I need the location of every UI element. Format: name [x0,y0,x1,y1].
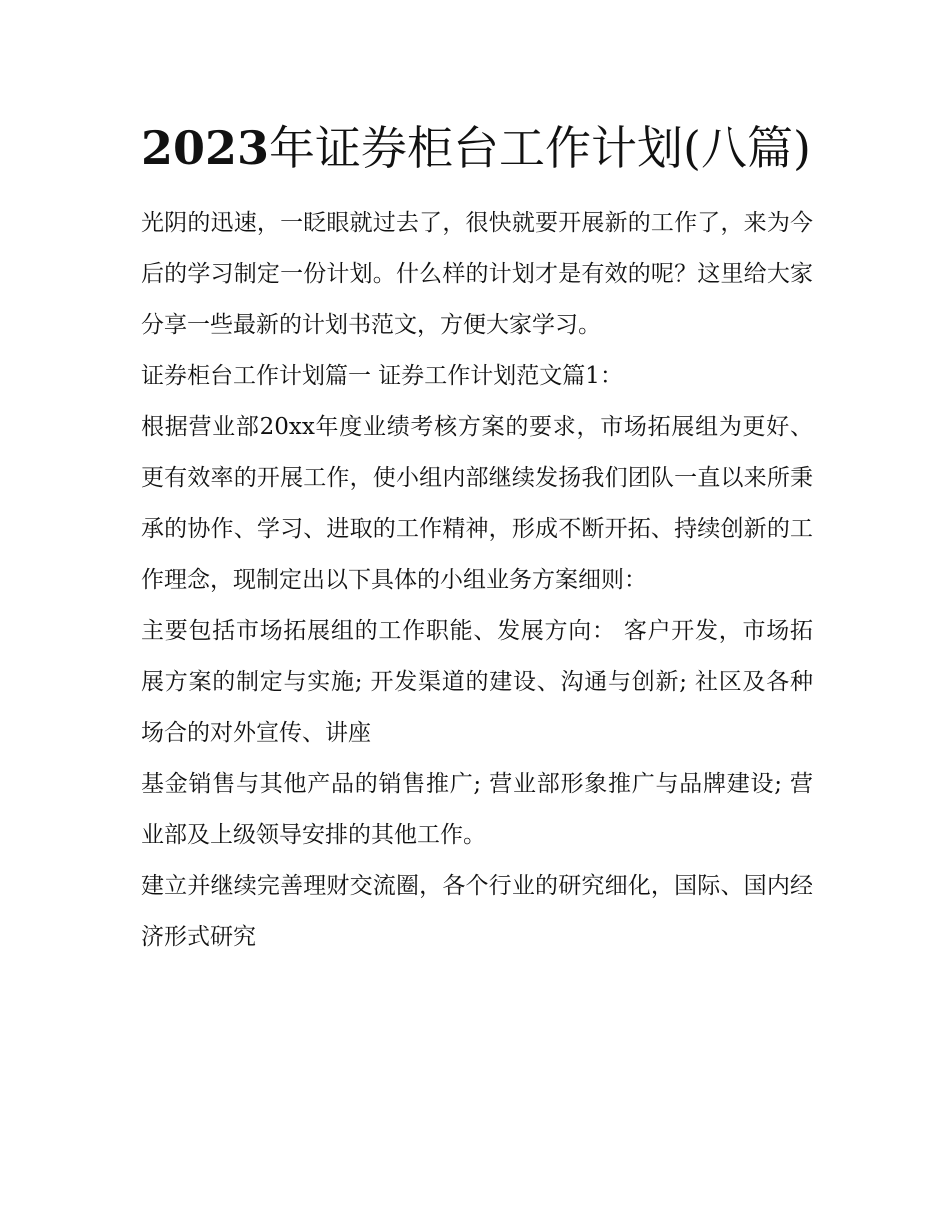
document-page [141,112,813,963]
title-text: 年证券柜台工作计划(八篇) [269,121,811,175]
document-title [141,112,813,184]
paragraph-duties: 主要包括市场拓展组的工作职能、发展方向： 客户开发，市场拓展方案的制定与实施; 开发渠道的建设、沟通与创新; 社区及各种场合的对外宣传、讲座 [141,618,813,746]
paragraph-sales: 基金销售与其他产品的销售推广; 营业部形象推广与品牌建设; 营业部及上级领导安排的其他工作。 [141,771,813,848]
paragraph-plan-basis: 根据营业部20xx年度业绩考核方案的要求，市场拓展组为更好、更有效率的开展工作，使小组内部继续发扬我们团队一直以来所秉承的协作、学习、进取的工作精神，形成不断开拓、持续创新的工作理念，现制定出以下具体的小组业务方案细则： [141,414,813,593]
paragraph-section-heading: 证券柜台工作计划篇一 证券工作计划范文篇1： [141,363,623,389]
paragraph-research: 建立并继续完善理财交流圈，各个行业的研究细化，国际、国内经济形式研究 [141,873,813,950]
document-body [141,198,813,963]
paragraph-intro: 光阴的迅速，一眨眼就过去了，很快就要开展新的工作了，来为今后的学习制定一份计划。什么样的计划才是有效的呢？这里给大家分享一些最新的计划书范文，方便大家学习。 [141,210,813,338]
title-year: 2023 [141,121,270,175]
